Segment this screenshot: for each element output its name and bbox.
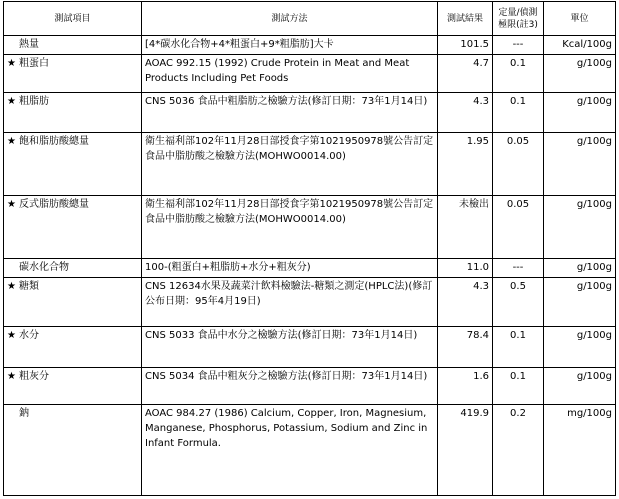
cell-limit: 0.1 (493, 368, 544, 405)
star-icon: ★ (7, 371, 16, 382)
star-icon: ★ (7, 136, 16, 147)
cell-unit: mg/100g (544, 405, 616, 496)
table-body (4, 36, 616, 496)
header-unit: 單位 (544, 2, 616, 36)
cell-unit: g/100g (544, 133, 616, 196)
cell-item (4, 55, 142, 93)
cell-limit: 0.1 (493, 327, 544, 368)
cell-item (4, 405, 142, 496)
cell-unit: g/100g (544, 55, 616, 93)
table-row (4, 259, 616, 278)
table-row (4, 133, 616, 196)
table-row (4, 368, 616, 405)
table-row (4, 36, 616, 55)
cell-method: 100-(粗蛋白+粗脂肪+水分+粗灰分) (142, 259, 438, 278)
item-label: 粗灰分 (19, 371, 49, 382)
cell-method: CNS 5033 食品中水分之檢驗方法(修訂日期：73年1月14日) (142, 327, 438, 368)
cell-unit: g/100g (544, 93, 616, 133)
header-result: 測試結果 (438, 2, 493, 36)
cell-method: AOAC 984.27 (1986) Calcium, Copper, Iron, Magnesium, Manganese, Phosphorus, Potassium, Sodium and Zinc in Infant Formula. (142, 405, 438, 496)
cell-result: 1.95 (438, 133, 493, 196)
header-item: 測試項目 (4, 2, 142, 36)
cell-limit: 0.5 (493, 278, 544, 327)
item-label: 鈉 (19, 408, 29, 419)
cell-result: 101.5 (438, 36, 493, 55)
table-row (4, 278, 616, 327)
table-row (4, 327, 616, 368)
cell-unit: Kcal/100g (544, 36, 616, 55)
cell-item (4, 36, 142, 55)
item-label: 反式脂肪酸總量 (19, 199, 89, 210)
star-icon: ★ (7, 96, 16, 107)
cell-limit: 0.1 (493, 55, 544, 93)
star-icon: ★ (7, 281, 16, 292)
table-row (4, 93, 616, 133)
cell-result: 1.6 (438, 368, 493, 405)
cell-unit: g/100g (544, 278, 616, 327)
cell-limit: 0.05 (493, 196, 544, 259)
cell-item (4, 93, 142, 133)
cell-unit: g/100g (544, 196, 616, 259)
cell-result: 419.9 (438, 405, 493, 496)
cell-method: CNS 12634水果及蔬菜汁飲料檢驗法-糖類之測定(HPLC法)(修訂公布日期：95年4月19日) (142, 278, 438, 327)
item-label: 粗蛋白 (19, 58, 49, 69)
cell-unit: g/100g (544, 259, 616, 278)
cell-method: CNS 5036 食品中粗脂肪之檢驗方法(修訂日期：73年1月14日) (142, 93, 438, 133)
header-row (4, 2, 616, 36)
cell-method: 衛生福利部102年11月28日部授食字第1021950978號公告訂定食品中脂肪酸之檢驗方法(MOHWO0014.00) (142, 196, 438, 259)
star-icon: ★ (7, 199, 16, 210)
test-report-table (3, 1, 616, 496)
cell-item (4, 327, 142, 368)
cell-unit: g/100g (544, 327, 616, 368)
star-icon: ★ (7, 58, 16, 69)
item-label: 飽和脂肪酸總量 (19, 136, 89, 147)
item-label: 碳水化合物 (19, 262, 69, 273)
cell-item (4, 133, 142, 196)
cell-result: 未檢出 (438, 196, 493, 259)
item-label: 粗脂肪 (19, 96, 49, 107)
cell-limit: 0.2 (493, 405, 544, 496)
cell-result: 4.3 (438, 278, 493, 327)
cell-method: [4*碳水化合物+4*粗蛋白+9*粗脂肪]大卡 (142, 36, 438, 55)
cell-item (4, 259, 142, 278)
cell-method: CNS 5034 食品中粗灰分之檢驗方法(修訂日期：73年1月14日) (142, 368, 438, 405)
header-limit: 定量/偵測極限(註3) (493, 2, 544, 36)
item-label: 糖類 (19, 281, 39, 292)
cell-item (4, 368, 142, 405)
cell-result: 78.4 (438, 327, 493, 368)
star-icon: ★ (7, 330, 16, 341)
cell-unit: g/100g (544, 368, 616, 405)
item-label: 水分 (19, 330, 39, 341)
table-row (4, 405, 616, 496)
cell-method: 衛生福利部102年11月28日部授食字第1021950978號公告訂定食品中脂肪酸之檢驗方法(MOHWO0014.00) (142, 133, 438, 196)
cell-limit: 0.05 (493, 133, 544, 196)
cell-result: 11.0 (438, 259, 493, 278)
header-method: 測試方法 (142, 2, 438, 36)
table-row (4, 55, 616, 93)
cell-limit: 0.1 (493, 93, 544, 133)
cell-result: 4.3 (438, 93, 493, 133)
cell-limit: --- (493, 259, 544, 278)
item-label: 熱量 (19, 39, 39, 50)
cell-limit: --- (493, 36, 544, 55)
cell-item (4, 196, 142, 259)
cell-result: 4.7 (438, 55, 493, 93)
cell-item (4, 278, 142, 327)
table-row (4, 196, 616, 259)
cell-method: AOAC 992.15 (1992) Crude Protein in Meat and Meat Products Including Pet Foods (142, 55, 438, 93)
